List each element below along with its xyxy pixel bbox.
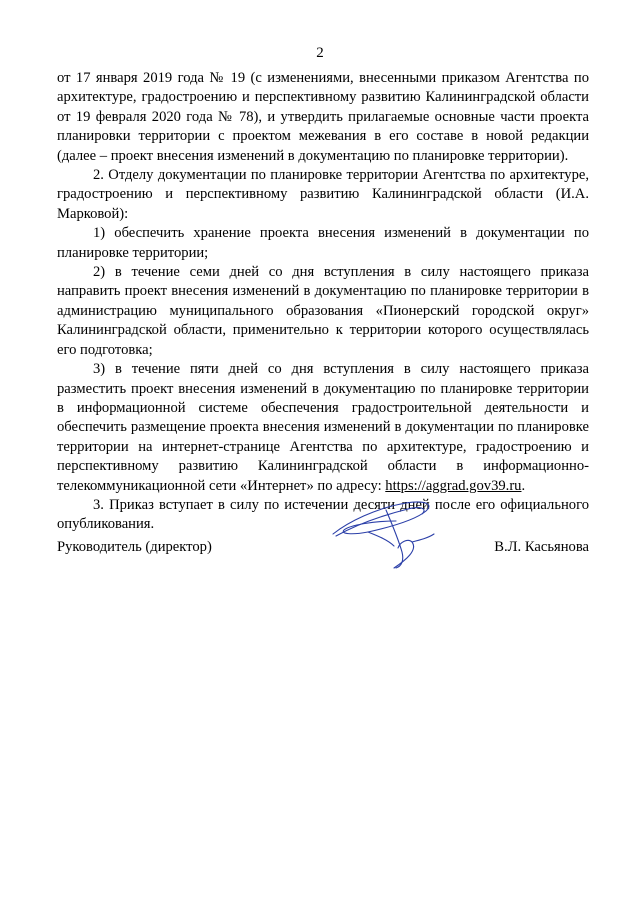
paragraph-subitem-1: 1) обеспечить хранение проекта внесения изменений в документации по планировке территории; [57,225,589,261]
signatory-role: Руководитель (директор) [57,539,212,555]
subitem-3-text: 3) в течение пяти дней со дня вступления в силу настоящего приказа разместить проект внесения изменений в документацию по планировке территории в информационной системе обеспечения градостроительной деятельности и обеспечить размещение проекта внесения изменений в документации по планировке территории на интернет-странице Агентства по архитектуре, градостроению и перспективному развитию Калининградской области в информационно-телекоммуникационной сети «Интернет» по адресу: [57,361,589,494]
website-link[interactable]: https://aggrad.gov39.ru [385,477,522,494]
paragraph-item-2: 2. Отделу документации по планировке территории Агентства по архитектуре, градостроению и перспективному развитию Калининградской области (И.А. Марковой): [57,167,589,222]
document-body [57,69,589,535]
paragraph-subitem-3 [57,360,589,496]
paragraph-item-3: 3. Приказ вступает в силу по истечении десяти дней после его официального опубликования. [57,496,589,533]
subitem-3-period: . [521,477,526,494]
signature-block [57,538,589,560]
page-number: 2 [316,45,324,61]
paragraph-continuation: от 17 января 2019 года № 19 (с изменениями, внесенными приказом Агентства по архитектуре, градостроению и перспективному развитию Калининградской области от 19 февраля 2020 года № 78), и утвердить прилагаемые основные части проекта планировки территории с проектом межевания в его составе в новой редакции (далее – проект внесения изменений в документацию по планировке территории). [57,70,589,164]
paragraph-subitem-2: 2) в течение семи дней со дня вступления в силу настоящего приказа направить проект внесения изменений в документацию по планировке территории в администрацию муниципального образования «Пионерский городской округ» Калининградской области, применительно к территории которого осуществлялась его подготовка; [57,264,589,358]
handwritten-signature [328,494,438,572]
signatory-name: В.Л. Касьянова [494,539,589,555]
